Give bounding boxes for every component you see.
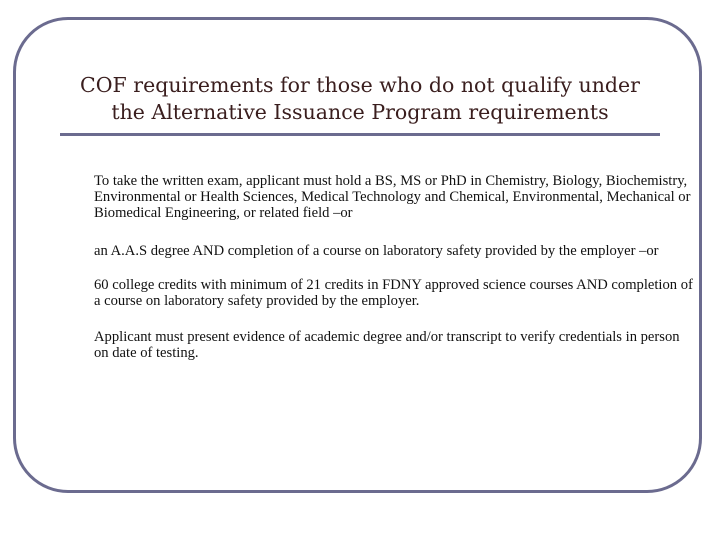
paragraph-aas-degree: an A.A.S degree AND completion of a course on laboratory safety provided by the employer –or [94,243,659,259]
slide-body [94,173,694,381]
paragraph-evidence: Applicant must present evidence of academic degree and/or transcript to verify credentials in person on date of testing. [94,329,680,361]
paragraph-college-credits: 60 college credits with minimum of 21 credits in FDNY approved science courses AND completion of a course on laboratory safety provided by the employer. [94,277,693,309]
title-line-2: the Alternative Issuance Program requirements [111,100,609,124]
title-divider [60,133,660,136]
title-line-1: COF requirements for those who do not qualify under [80,73,640,97]
slide-title [40,72,680,126]
paragraph-degree-requirement: To take the written exam, applicant must hold a BS, MS or PhD in Chemistry, Biology, Biochemistry, Environmental or Health Sciences, Medical Technology and Chemical, Environmental, Mechanical or Biomedical Engineering, or related field –or [94,173,691,221]
